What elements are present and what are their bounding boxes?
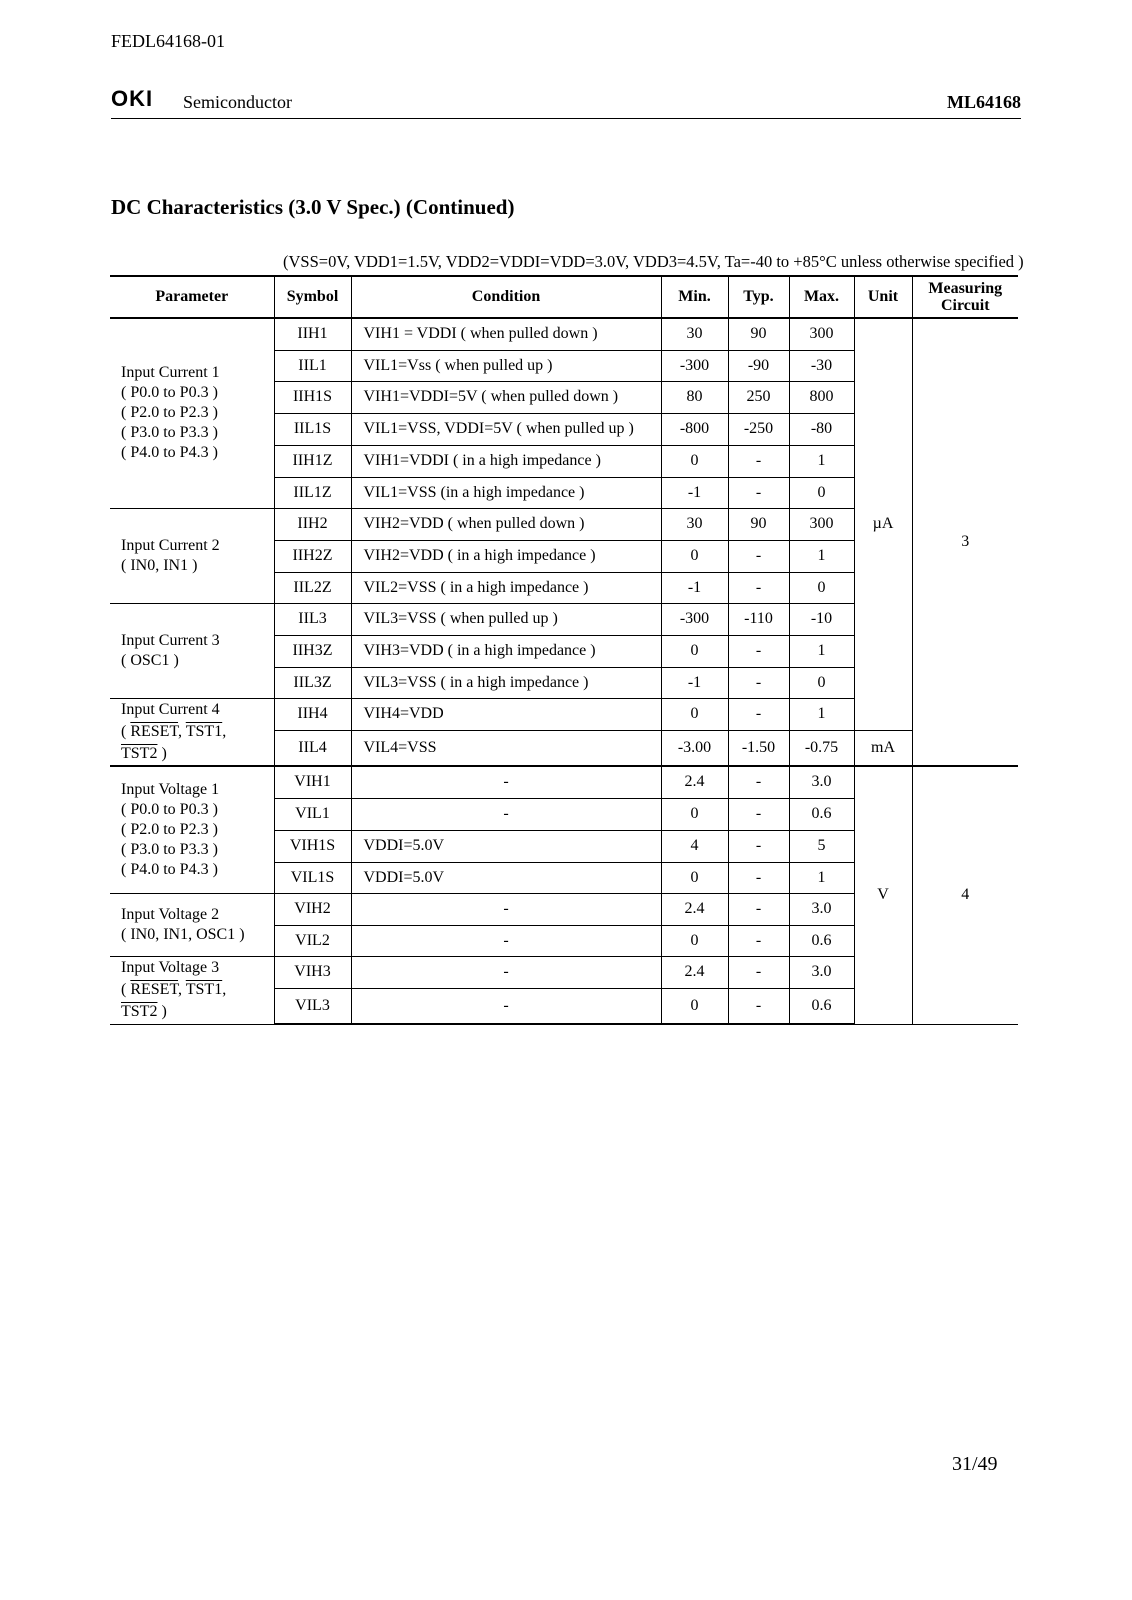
cell-min: 0 <box>661 988 728 1024</box>
cell-max: -10 <box>789 603 854 635</box>
cell-condition: VDDI=5.0V <box>351 830 661 862</box>
cell-min: -3.00 <box>661 730 728 766</box>
cell-condition: VDDI=5.0V <box>351 862 661 893</box>
unit-current-ma: mA <box>854 730 912 766</box>
cell-condition: - <box>351 766 661 798</box>
cell-max: 0 <box>789 477 854 508</box>
cell-max: 1 <box>789 635 854 667</box>
param-input-voltage-1: Input Voltage 1 ( P0.0 to P0.3 ) ( P2.0 to P2.3 ) ( P3.0 to P3.3 ) ( P4.0 to P4.3 ) <box>110 766 274 893</box>
part-number: ML64168 <box>947 92 1021 112</box>
header-unit: Unit <box>854 276 912 318</box>
cell-typ: - <box>728 477 789 508</box>
cell-condition: VIH2=VDD ( in a high impedance ) <box>351 540 661 572</box>
cell-max: -80 <box>789 413 854 445</box>
param-input-current-2: Input Current 2 ( IN0, IN1 ) <box>110 508 274 603</box>
test-conditions: (VSS=0V, VDD1=1.5V, VDD2=VDDI=VDD=3.0V, VDD3=4.5V, Ta=-40 to +85°C unless otherwise specified ) <box>283 252 1024 271</box>
cell-symbol: VIH1S <box>274 830 351 862</box>
unit-voltage: V <box>854 766 912 1024</box>
cell-condition: VIL1=VSS, VDDI=5V ( when pulled up ) <box>351 413 661 445</box>
cell-condition: - <box>351 988 661 1024</box>
cell-symbol: VIL3 <box>274 988 351 1024</box>
cell-typ: - <box>728 766 789 798</box>
cell-condition: VIL1=Vss ( when pulled up ) <box>351 350 661 381</box>
cell-symbol: VIL1S <box>274 862 351 893</box>
cell-typ: - <box>728 698 789 730</box>
header-typ: Typ. <box>728 276 789 318</box>
cell-typ: - <box>728 445 789 477</box>
cell-condition: VIH1=VDDI ( in a high impedance ) <box>351 445 661 477</box>
cell-typ: -250 <box>728 413 789 445</box>
cell-typ: -90 <box>728 350 789 381</box>
cell-symbol: IIL1S <box>274 413 351 445</box>
cell-min: 0 <box>661 862 728 893</box>
cell-max: 3.0 <box>789 956 854 988</box>
cell-min: 2.4 <box>661 956 728 988</box>
cell-min: -300 <box>661 350 728 381</box>
cell-max: 3.0 <box>789 766 854 798</box>
cell-max: 0.6 <box>789 988 854 1024</box>
cell-symbol: IIL4 <box>274 730 351 766</box>
cell-min: 0 <box>661 798 728 830</box>
cell-symbol: IIH1 <box>274 318 351 350</box>
cell-max: 300 <box>789 508 854 540</box>
cell-symbol: IIL1Z <box>274 477 351 508</box>
cell-condition: VIL1=VSS (in a high impedance ) <box>351 477 661 508</box>
cell-max: 1 <box>789 445 854 477</box>
cell-min: -1 <box>661 477 728 508</box>
cell-typ: -110 <box>728 603 789 635</box>
cell-max: 800 <box>789 381 854 413</box>
cell-symbol: VIH2 <box>274 893 351 925</box>
cell-condition: - <box>351 798 661 830</box>
document-id: FEDL64168-01 <box>111 31 225 51</box>
cell-max: 0 <box>789 667 854 698</box>
cell-condition: - <box>351 956 661 988</box>
param-input-current-4: Input Current 4 ( RESET, TST1, TST2 ) <box>110 698 274 766</box>
cell-symbol: IIH2Z <box>274 540 351 572</box>
header-measuring-circuit: Measuring Circuit <box>912 276 1018 318</box>
cell-min: -1 <box>661 667 728 698</box>
param-input-voltage-3: Input Voltage 3 ( RESET, TST1, TST2 ) <box>110 956 274 1024</box>
cell-typ: - <box>728 925 789 956</box>
cell-condition: VIH3=VDD ( in a high impedance ) <box>351 635 661 667</box>
cell-condition: VIH1=VDDI=5V ( when pulled down ) <box>351 381 661 413</box>
cell-min: 2.4 <box>661 766 728 798</box>
cell-condition: - <box>351 925 661 956</box>
cell-typ: - <box>728 830 789 862</box>
circuit-voltage: 4 <box>912 766 1018 1024</box>
table-row <box>110 318 1018 350</box>
cell-typ: - <box>728 956 789 988</box>
cell-max: 0.6 <box>789 798 854 830</box>
cell-min: 0 <box>661 698 728 730</box>
cell-typ: - <box>728 635 789 667</box>
cell-condition: VIL4=VSS <box>351 730 661 766</box>
param-input-current-1: Input Current 1 ( P0.0 to P0.3 ) ( P2.0 to P2.3 ) ( P3.0 to P3.3 ) ( P4.0 to P4.3 ) <box>110 318 274 508</box>
cell-typ: 250 <box>728 381 789 413</box>
cell-min: 0 <box>661 540 728 572</box>
cell-symbol: VIH3 <box>274 956 351 988</box>
cell-max: 5 <box>789 830 854 862</box>
cell-max: 0.6 <box>789 925 854 956</box>
cell-min: -800 <box>661 413 728 445</box>
cell-condition: - <box>351 893 661 925</box>
cell-typ: - <box>728 862 789 893</box>
cell-typ: 90 <box>728 508 789 540</box>
cell-min: 0 <box>661 445 728 477</box>
header-parameter: Parameter <box>110 276 274 318</box>
cell-min: 0 <box>661 635 728 667</box>
cell-symbol: IIL3 <box>274 603 351 635</box>
cell-max: 1 <box>789 540 854 572</box>
cell-typ: -1.50 <box>728 730 789 766</box>
cell-min: -300 <box>661 603 728 635</box>
cell-condition: VIL2=VSS ( in a high impedance ) <box>351 572 661 603</box>
cell-typ: - <box>728 988 789 1024</box>
cell-symbol: IIL3Z <box>274 667 351 698</box>
cell-max: 1 <box>789 862 854 893</box>
cell-symbol: VIL2 <box>274 925 351 956</box>
cell-min: 30 <box>661 508 728 540</box>
dc-characteristics-table <box>110 275 1018 1025</box>
header-symbol: Symbol <box>274 276 351 318</box>
cell-min: 2.4 <box>661 893 728 925</box>
cell-typ: - <box>728 572 789 603</box>
header-max: Max. <box>789 276 854 318</box>
cell-symbol: IIH1Z <box>274 445 351 477</box>
cell-max: 1 <box>789 698 854 730</box>
cell-typ: 90 <box>728 318 789 350</box>
company-name: Semiconductor <box>183 92 292 112</box>
param-input-current-3: Input Current 3 ( OSC1 ) <box>110 603 274 698</box>
header-condition: Condition <box>351 276 661 318</box>
cell-min: -1 <box>661 572 728 603</box>
cell-condition: VIH4=VDD <box>351 698 661 730</box>
cell-max: 300 <box>789 318 854 350</box>
cell-min: 4 <box>661 830 728 862</box>
oki-logo: OKI <box>111 86 154 111</box>
cell-condition: VIL3=VSS ( in a high impedance ) <box>351 667 661 698</box>
cell-typ: - <box>728 540 789 572</box>
cell-min: 0 <box>661 925 728 956</box>
cell-symbol: IIL2Z <box>274 572 351 603</box>
cell-condition: VIL3=VSS ( when pulled up ) <box>351 603 661 635</box>
cell-symbol: IIL1 <box>274 350 351 381</box>
cell-symbol: VIL1 <box>274 798 351 830</box>
cell-symbol: IIH1S <box>274 381 351 413</box>
cell-condition: VIH2=VDD ( when pulled down ) <box>351 508 661 540</box>
cell-symbol: IIH2 <box>274 508 351 540</box>
cell-max: -30 <box>789 350 854 381</box>
cell-min: 30 <box>661 318 728 350</box>
header-min: Min. <box>661 276 728 318</box>
cell-max: -0.75 <box>789 730 854 766</box>
unit-current: µA <box>854 318 912 730</box>
cell-symbol: IIH4 <box>274 698 351 730</box>
page-header <box>111 86 1021 119</box>
section-title: DC Characteristics (3.0 V Spec.) (Continued) <box>111 195 515 219</box>
cell-symbol: VIH1 <box>274 766 351 798</box>
cell-max: 0 <box>789 572 854 603</box>
param-input-voltage-2: Input Voltage 2 ( IN0, IN1, OSC1 ) <box>110 893 274 956</box>
page-number: 31/49 <box>952 1453 998 1475</box>
cell-max: 3.0 <box>789 893 854 925</box>
table-row <box>110 766 1018 798</box>
cell-condition: VIH1 = VDDI ( when pulled down ) <box>351 318 661 350</box>
cell-min: 80 <box>661 381 728 413</box>
cell-typ: - <box>728 893 789 925</box>
circuit-current: 3 <box>912 318 1018 766</box>
cell-typ: - <box>728 667 789 698</box>
cell-symbol: IIH3Z <box>274 635 351 667</box>
table-header-row <box>110 276 1018 318</box>
cell-typ: - <box>728 798 789 830</box>
